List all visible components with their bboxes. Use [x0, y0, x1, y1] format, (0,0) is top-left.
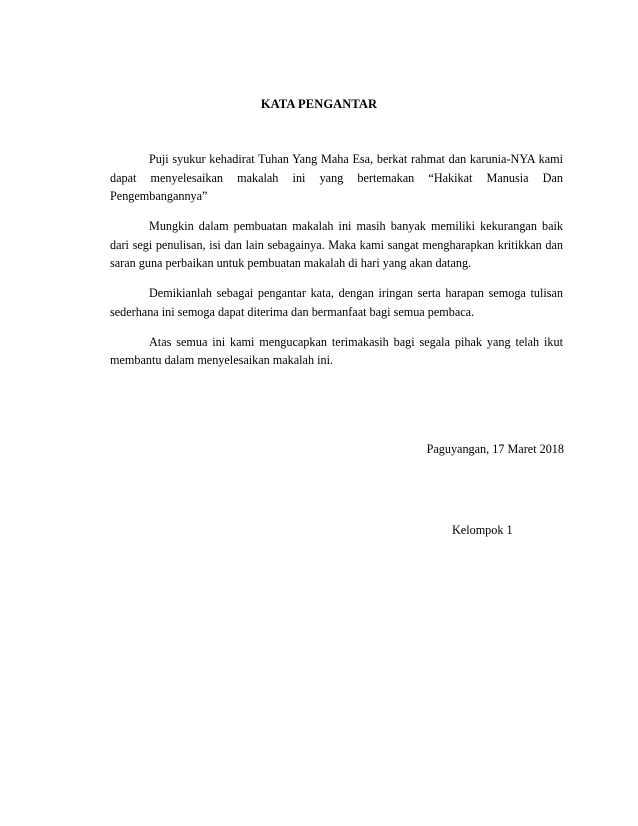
paragraph-3: Demikianlah sebagai pengantar kata, dengan iringan serta harapan semoga tulisan sederhana ini semoga dapat diterima dan bermanfaat bagi semua pembaca.	[110, 286, 563, 319]
page-title: KATA PENGANTAR	[260, 97, 378, 111]
paragraph-2: Mungkin dalam pembuatan makalah ini masih banyak memiliki kekurangan baik dari segi penulisan, isi dan lain sebagainya. Maka kami sangat mengharapkan kritikkan dan saran guna perbaikan untuk pembuatan makalah di hari yang akan datang.	[110, 219, 563, 270]
body-text	[110, 150, 563, 381]
paragraph-4: Atas semua ini kami mengucapkan terimakasih bagi segala pihak yang telah ikut membantu dalam menyelesaikan makalah ini.	[110, 334, 563, 367]
place-date: Paguyangan, 17 Maret 2018	[426, 442, 564, 456]
signatory: Kelompok 1	[452, 523, 513, 537]
paragraph-1: Puji syukur kehadirat Tuhan Yang Maha Esa, berkat rahmat dan karunia-NYA kami dapat menyelesaikan makalah ini yang bertemakan “Hakikat Manusia Dan Pengembangannya”	[110, 152, 563, 203]
